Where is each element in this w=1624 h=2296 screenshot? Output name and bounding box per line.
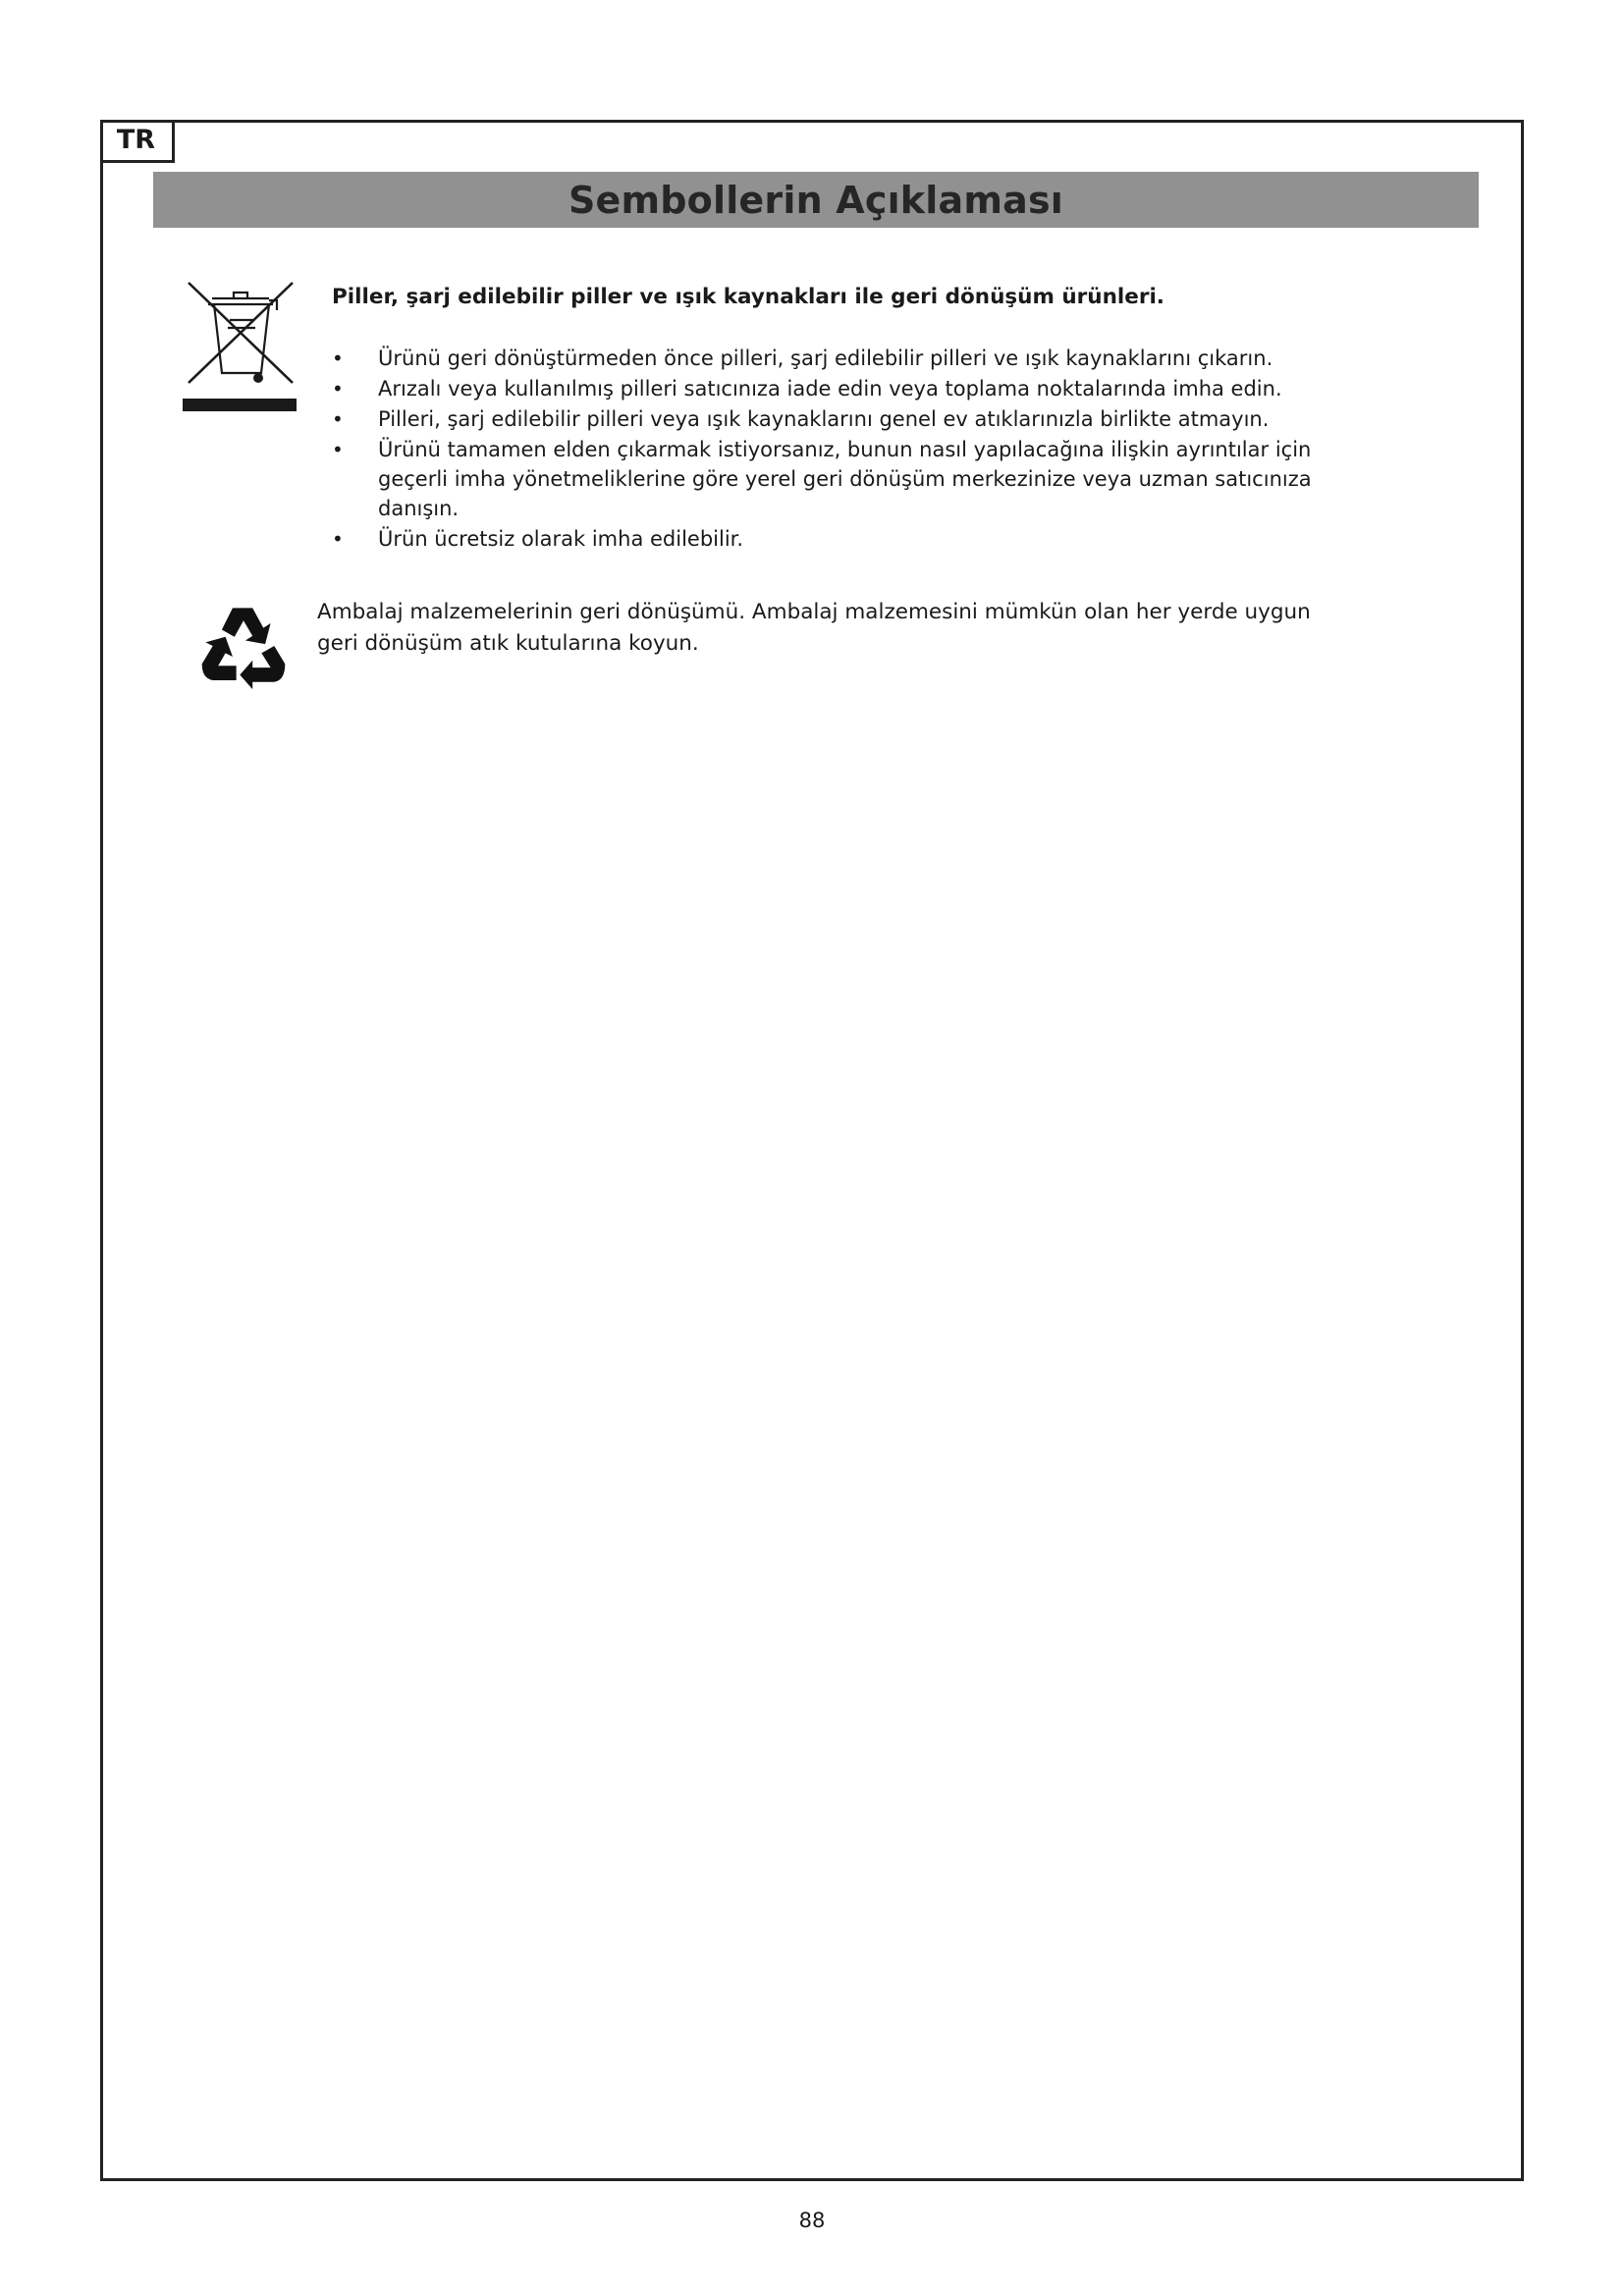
bullet-marker: • [332, 347, 344, 370]
bullet-marker: • [332, 527, 344, 551]
list-item-text: Pilleri, şarj edilebilir pilleri veya ışık kaynaklarını genel ev atıklarınızla birlikte atmayın. [378, 407, 1270, 431]
list-item [332, 524, 1373, 554]
list-item-text: Ürünü tamamen elden çıkarmak istiyorsanız, bunun nasıl yapılacağına ilişkin ayrıntılar için geçerli imha yönetmeliklerine göre yerel geri dönüşüm merkezinize veya uzman satıcınıza danışın. [378, 438, 1312, 520]
list-item-text: Ürün ücretsiz olarak imha edilebilir. [378, 527, 744, 551]
language-tag: TR [100, 120, 175, 163]
bullet-marker: • [332, 407, 344, 431]
crossed-out-wheeled-bin-icon [183, 277, 300, 418]
list-item [332, 374, 1373, 403]
list-item [332, 435, 1373, 523]
bullet-marker: • [332, 438, 344, 461]
list-item-text: Arızalı veya kullanılmış pilleri satıcınıza iade edin veya toplama noktalarında imha edin. [378, 377, 1282, 400]
battery-instructions-list [332, 344, 1373, 555]
battery-section-heading: Piller, şarj edilebilir piller ve ışık kaynakları ile geri dönüşüm ürünleri. [332, 285, 1164, 309]
recycle-arrows-icon [198, 601, 289, 691]
list-item [332, 404, 1373, 434]
title-bar [153, 172, 1479, 228]
page-number: 88 [798, 2209, 826, 2232]
page-title: Sembollerin Açıklaması [568, 178, 1064, 222]
bullet-marker: • [332, 377, 344, 400]
list-item-text: Ürünü geri dönüştürmeden önce pilleri, şarj edilebilir pilleri ve ışık kaynaklarını çıkarın. [378, 347, 1273, 370]
list-item [332, 344, 1373, 373]
packaging-recycling-text: Ambalaj malzemelerinin geri dönüşümü. Ambalaj malzemesini mümkün olan her yerde uygun geri dönüşüm atık kutularına koyun. [317, 600, 1311, 656]
